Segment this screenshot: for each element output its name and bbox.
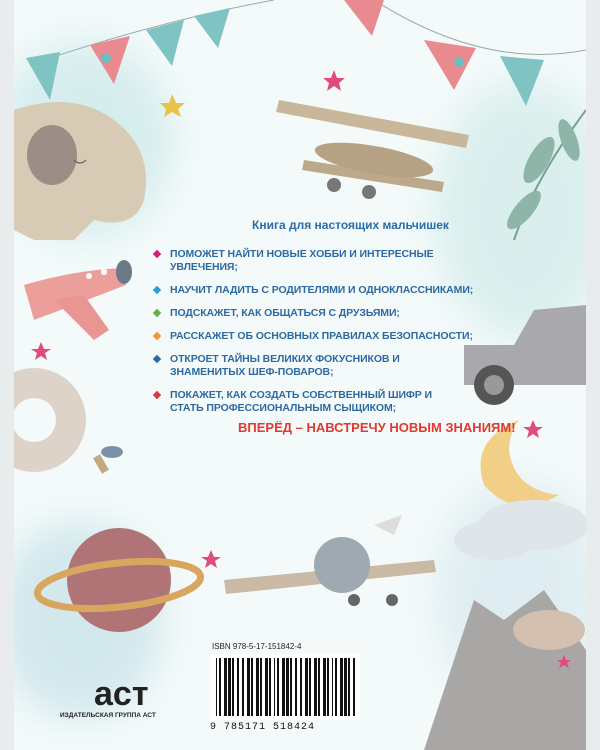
cloud-icon (454, 500, 586, 560)
planet-saturn-icon (35, 528, 203, 632)
isbn: ISBN 978-5-17-151842-4 (212, 642, 302, 651)
leaf-branch-icon (502, 110, 586, 240)
elephant-toy-icon (14, 102, 146, 240)
list-item-text: НАУЧИТ ЛАДИТЬ С РОДИТЕЛЯМИ И ОДНОКЛАССНИКАМИ; (170, 284, 474, 296)
publisher-name: ИЗДАТЕЛЬСКАЯ ГРУППА АСТ (60, 712, 156, 719)
list-item-text: РАССКАЖЕТ ОБ ОСНОВНЫХ ПРАВИЛАХ БЕЗОПАСНОСТИ; (170, 330, 473, 342)
list-item-text: ПОДСКАЖЕТ, КАК ОБЩАТЬСЯ С ДРУЗЬЯМИ; (170, 307, 400, 319)
feature-list (154, 248, 504, 425)
barcode (210, 654, 360, 720)
biplane-bottom-icon (224, 515, 436, 606)
list-item (154, 248, 504, 274)
toy-airplane-pink-icon (24, 260, 132, 340)
list-item (154, 284, 504, 297)
cover-title: Книга для настоящих мальчишек (252, 218, 449, 232)
barcode-bars-icon (210, 654, 360, 720)
slogan: ВПЕРЁД – НАВСТРЕЧУ НОВЫМ ЗНАНИЯМ! (238, 420, 516, 435)
bullet-icon (153, 309, 161, 317)
book-back-cover (14, 0, 586, 750)
bunting-flags-icon (26, 0, 544, 106)
bullet-icon (153, 250, 161, 258)
list-item (154, 330, 504, 343)
list-item-text: ПОКАЖЕТ, КАК СОЗДАТЬ СОБСТВЕННЫЙ ШИФР И СТАТЬ ПРОФЕССИОНАЛЬНЫМ СЫЩИКОМ; (170, 389, 432, 414)
list-item (154, 353, 410, 379)
mountain-icon (424, 590, 586, 750)
bullet-icon (153, 391, 161, 399)
barcode-number: 9 785171 518424 (210, 722, 316, 733)
bullet-icon (153, 355, 161, 363)
publisher-logo-text: аст (94, 675, 149, 713)
bullet-icon (153, 286, 161, 294)
list-item-text: ОТКРОЕТ ТАЙНЫ ВЕЛИКИХ ФОКУСНИКОВ И ЗНАМЕНИТЫХ ШЕФ-ПОВАРОВ; (170, 353, 400, 378)
bullet-icon (153, 332, 161, 340)
list-item (154, 307, 504, 320)
list-item-text: ПОМОЖЕТ НАЙТИ НОВЫЕ ХОББИ И ИНТЕРЕСНЫЕ УВЛЕЧЕНИЯ; (170, 248, 434, 273)
screw-icon (93, 446, 123, 474)
list-item (154, 389, 440, 415)
gear-icon (14, 368, 86, 472)
biplane-top-icon (276, 100, 469, 199)
